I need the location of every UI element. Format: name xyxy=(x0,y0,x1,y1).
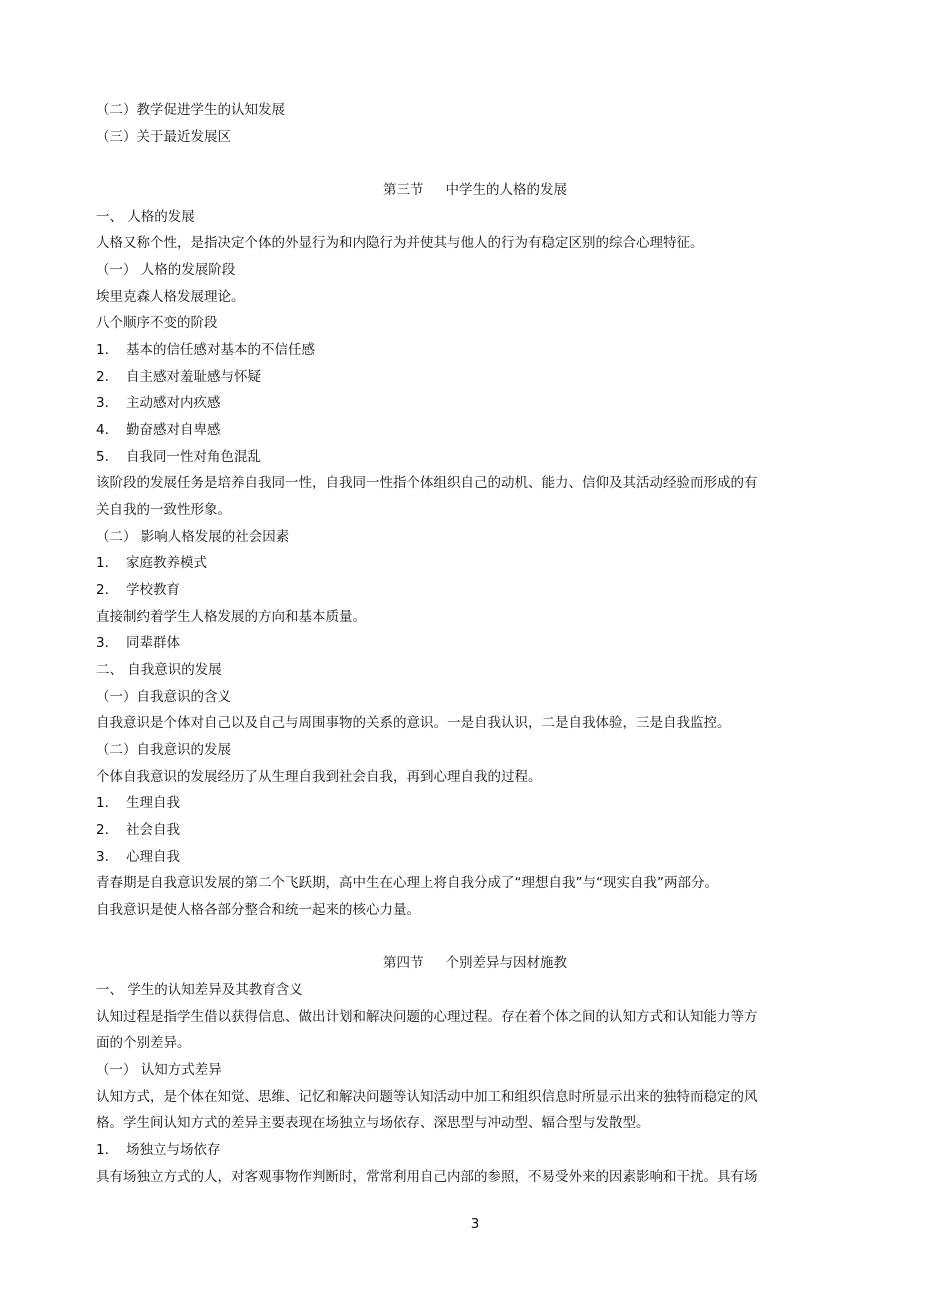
heading-level-2: （一） 人格的发展阶段 xyxy=(96,262,236,278)
list-text: 学校教育 xyxy=(126,582,180,598)
list-item xyxy=(96,848,790,866)
list-number: 2. xyxy=(96,582,109,598)
list-item xyxy=(96,368,790,386)
list-number: 2. xyxy=(96,369,109,385)
list-text: 主动感对内疚感 xyxy=(126,395,221,411)
list-item xyxy=(96,581,790,599)
subsection-heading: （二）教学促进学生的认知发展 xyxy=(96,102,285,118)
heading-level-1: 一、 学生的认知差异及其教育含义 xyxy=(96,982,303,998)
list-text: 勤奋感对自卑感 xyxy=(126,422,221,438)
section-number: 第三节 xyxy=(383,182,424,198)
paragraph-line: 自我意识是个体对自己以及自己与周围事物的关系的意识。一是自我认识，二是自我体验，三是自我监控。 xyxy=(96,715,731,731)
paragraph-line: 关自我的一致性形象。 xyxy=(96,502,231,518)
list-number: 1. xyxy=(96,342,109,358)
list-number: 3. xyxy=(96,395,109,411)
list-number: 3. xyxy=(96,635,109,651)
list-number: 1. xyxy=(96,555,109,571)
list-number: 5. xyxy=(96,449,109,465)
list-text: 自主感对羞耻感与怀疑 xyxy=(126,369,261,385)
section-title xyxy=(0,181,950,199)
list-text: 心理自我 xyxy=(126,849,180,865)
list-item xyxy=(96,634,790,652)
section-name: 中学生的人格的发展 xyxy=(445,182,567,198)
heading-level-2: （一）自我意识的含义 xyxy=(96,689,231,705)
list-item xyxy=(96,794,790,812)
paragraph-line: 埃里克森人格发展理论。 xyxy=(96,289,245,305)
paragraph-line: 人格又称个性，是指决定个体的外显行为和内隐行为并使其与他人的行为有稳定区别的综合心理特征。 xyxy=(96,235,704,251)
paragraph-line: 个体自我意识的发展经历了从生理自我到社会自我，再到心理自我的过程。 xyxy=(96,769,542,785)
paragraph-line: 具有场独立方式的人，对客观事物作判断时，常常利用自己内部的参照，不易受外来的因素影响和干扰。具有场 xyxy=(96,1169,758,1185)
list-item xyxy=(96,394,790,412)
section-number: 第四节 xyxy=(383,955,424,971)
page-number: 3 xyxy=(470,1216,480,1232)
paragraph-line: 该阶段的发展任务是培养自我同一性，自我同一性指个体组织自己的动机、能力、信仰及其活动经验而形成的有 xyxy=(96,475,758,491)
list-item xyxy=(96,821,790,839)
paragraph-line: 直接制约着学生人格发展的方向和基本质量。 xyxy=(96,609,366,625)
subsection-heading: （三）关于最近发展区 xyxy=(96,129,231,145)
heading-level-2: （二）自我意识的发展 xyxy=(96,742,231,758)
list-item xyxy=(96,341,790,359)
paragraph-line: 认知方式，是个体在知觉、思维、记忆和解决问题等认知活动中加工和组织信息时所显示出来的独特而稳定的风 xyxy=(96,1089,758,1105)
list-number: 3. xyxy=(96,849,109,865)
list-item xyxy=(96,1141,790,1159)
heading-level-1: 二、 自我意识的发展 xyxy=(96,662,222,678)
paragraph-line: 格。学生间认知方式的差异主要表现在场独立与场依存、深思型与冲动型、辐合型与发散型。 xyxy=(96,1115,650,1131)
list-text: 同辈群体 xyxy=(126,635,180,651)
list-number: 2. xyxy=(96,822,109,838)
section-name: 个别差异与因材施教 xyxy=(445,955,567,971)
paragraph-line: 青春期是自我意识发展的第二个飞跃期，高中生在心理上将自我分成了“理想自我”与“现实自我”两部分。 xyxy=(96,875,718,891)
section-title xyxy=(0,954,950,972)
list-number: 4. xyxy=(96,422,109,438)
paragraph-line: 认知过程是指学生借以获得信息、做出计划和解决问题的心理过程。存在着个体之间的认知方式和认知能力等方 xyxy=(96,1009,758,1025)
paragraph-line: 八个顺序不变的阶段 xyxy=(96,315,218,331)
list-text: 社会自我 xyxy=(126,822,180,838)
list-item xyxy=(96,554,790,572)
list-text: 家庭教养模式 xyxy=(126,555,207,571)
list-text: 生理自我 xyxy=(126,795,180,811)
heading-level-1: 一、 人格的发展 xyxy=(96,209,195,225)
paragraph-line: 自我意识是使人格各部分整合和统一起来的核心力量。 xyxy=(96,902,420,918)
heading-level-2: （二） 影响人格发展的社会因素 xyxy=(96,529,290,545)
list-number: 1. xyxy=(96,795,109,811)
paragraph-line: 面的个别差异。 xyxy=(96,1035,191,1051)
heading-level-2: （一） 认知方式差异 xyxy=(96,1062,222,1078)
list-text: 场独立与场依存 xyxy=(126,1142,221,1158)
list-text: 自我同一性对角色混乱 xyxy=(126,449,261,465)
list-item xyxy=(96,448,790,466)
list-item xyxy=(96,421,790,439)
list-text: 基本的信任感对基本的不信任感 xyxy=(126,342,315,358)
list-number: 1. xyxy=(96,1142,109,1158)
